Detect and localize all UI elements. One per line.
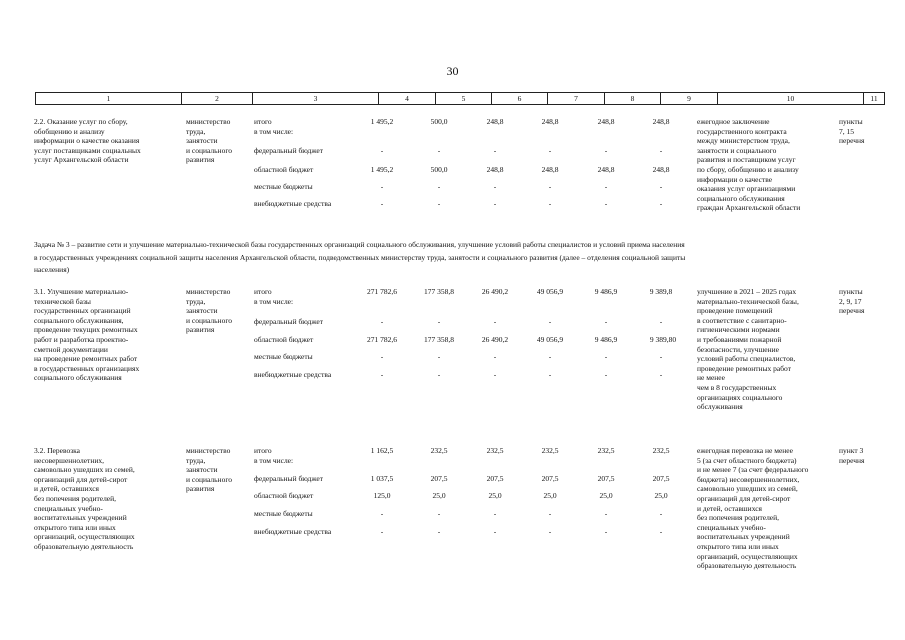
value-cell: 1 495,2 <box>370 165 394 174</box>
budget-federal-label: федеральный бюджет <box>254 474 324 483</box>
value-cell: 49 056,9 <box>536 287 564 296</box>
value-cell: 232,5 <box>486 446 504 455</box>
value-cell: 232,5 <box>541 446 559 455</box>
list-reference: пункты 2, 9, 17 перечня <box>839 287 865 316</box>
value-cell: - <box>659 527 663 536</box>
value-cell: 248,8 <box>652 117 670 126</box>
value-cell: 25,0 <box>543 491 557 500</box>
budget-oblast-label: областной бюджет <box>254 491 314 500</box>
budget-local-label: местные бюджеты <box>254 352 313 361</box>
value-cell: - <box>493 352 497 361</box>
executor: министерство труда, занятости и социального развития <box>186 117 232 165</box>
value-cell: - <box>380 352 384 361</box>
col-header-7: 7 <box>548 93 605 105</box>
value-cell: 9 486,9 <box>594 287 618 296</box>
col-header-1: 1 <box>36 93 182 105</box>
value-cell: 9 389,8 <box>649 287 673 296</box>
value-cell: - <box>604 370 608 379</box>
value-cell: 177 358,8 <box>424 287 454 296</box>
value-cell: 207,5 <box>541 474 559 483</box>
budget-extra-label: внебюджетные средства <box>254 370 332 379</box>
value-cell: - <box>493 182 497 191</box>
value-cell: 248,8 <box>652 165 670 174</box>
value-cell: 1 037,5 <box>370 474 394 483</box>
col-header-5: 5 <box>436 93 492 105</box>
budget-local-label: местные бюджеты <box>254 509 313 518</box>
value-cell: - <box>380 199 384 208</box>
value-cell: - <box>659 146 663 155</box>
value-cell: 248,8 <box>486 165 504 174</box>
budget-oblast-label: областной бюджет <box>254 165 314 174</box>
value-cell: - <box>493 317 497 326</box>
value-cell: - <box>659 199 663 208</box>
budget-local-label: местные бюджеты <box>254 182 313 191</box>
value-cell: 207,5 <box>486 474 504 483</box>
value-cell: - <box>604 317 608 326</box>
value-cell: - <box>437 146 441 155</box>
value-cell: - <box>437 199 441 208</box>
expected-result: ежегодная перевозка не менее 5 (за счет областного бюджета) и не менее 7 (за счет федерального бюджета) несовершеннолетних, самовольно ушедших из семей, организаций для детей-сирот и детей, оставшихся без попечения родителей, специальных учебно- воспитательных учреждений открытого типа или иных организаций, осуществляющих образовательную деятельность <box>697 446 809 571</box>
value-cell: - <box>604 352 608 361</box>
value-cell: 177 358,8 <box>424 335 454 344</box>
value-cell: 25,0 <box>654 491 668 500</box>
value-cell: 500,0 <box>430 117 448 126</box>
value-cell: - <box>604 199 608 208</box>
value-cell: 248,8 <box>597 117 615 126</box>
col-header-2: 2 <box>182 93 253 105</box>
value-cell: 500,0 <box>430 165 448 174</box>
value-cell: 25,0 <box>488 491 502 500</box>
list-reference: пункты 7, 15 перечня <box>839 117 865 146</box>
expected-result: улучшение в 2021 – 2025 годах материально-технической базы, проведение помещений в соответствие с санитарно- гигиеническими нормами и требованиями пожарной безопасности, улучшение условий работы специалистов, проведение ремонтных работ не менее чем в 8 государственных организациях социального обслуживания <box>697 287 799 412</box>
value-cell: - <box>604 509 608 518</box>
value-cell: 26 490,2 <box>481 335 509 344</box>
activity-name: 2.2. Оказание услуг по сбору, обобщению и анализу информации о качестве оказания услуг поставщиками социальных услуг Архангельской области <box>34 117 141 165</box>
value-cell: 25,0 <box>432 491 446 500</box>
value-cell: - <box>659 182 663 191</box>
col-header-6: 6 <box>492 93 548 105</box>
col-header-11: 11 <box>864 93 885 105</box>
page-number: 30 <box>446 64 459 78</box>
value-cell: 248,8 <box>597 165 615 174</box>
budget-extra-label: внебюджетные средства <box>254 199 332 208</box>
value-cell: 232,5 <box>597 446 615 455</box>
value-cell: - <box>548 146 552 155</box>
value-cell: - <box>548 182 552 191</box>
executor: министерство труда, занятости и социального развития <box>186 287 232 335</box>
value-cell: 271 782,6 <box>367 287 397 296</box>
value-cell: 271 782,6 <box>367 335 397 344</box>
value-cell: 248,8 <box>486 117 504 126</box>
value-cell: 125,0 <box>373 491 391 500</box>
value-cell: - <box>380 317 384 326</box>
list-reference: пункт 3 перечня <box>839 446 865 465</box>
value-cell: - <box>548 352 552 361</box>
value-cell: - <box>493 370 497 379</box>
value-cell: 207,5 <box>597 474 615 483</box>
task-3-heading: Задача № 3 – развитие сети и улучшение материально-технической базы государственных организаций социального обслуживания, улучшение условий работы специалистов и условий приема населения в государственных учреждениях социальной защиты населения Архангельской области, подведомственных министерству труда, занятости и социального развития (далее – отделения социальной защиты населения) <box>34 240 686 274</box>
budget-federal-label: федеральный бюджет <box>254 317 324 326</box>
value-cell: - <box>548 317 552 326</box>
value-cell: - <box>380 146 384 155</box>
value-cell: 26 490,2 <box>481 287 509 296</box>
value-cell: - <box>548 370 552 379</box>
value-cell: 1 495,2 <box>370 117 394 126</box>
value-cell: 248,8 <box>541 165 559 174</box>
value-cell: - <box>659 370 663 379</box>
budget-oblast-label: областной бюджет <box>254 335 314 344</box>
budget-itogo-label: итого в том числе: <box>254 446 294 465</box>
value-cell: - <box>548 527 552 536</box>
value-cell: - <box>604 527 608 536</box>
value-cell: - <box>493 199 497 208</box>
value-cell: - <box>380 527 384 536</box>
executor: министерство труда, занятости и социального развития <box>186 446 232 494</box>
value-cell: - <box>548 199 552 208</box>
value-cell: - <box>380 182 384 191</box>
value-cell: - <box>437 509 441 518</box>
value-cell: - <box>548 509 552 518</box>
col-header-4: 4 <box>379 93 436 105</box>
value-cell: 9 389,80 <box>649 335 677 344</box>
value-cell: - <box>437 182 441 191</box>
value-cell: - <box>493 509 497 518</box>
col-header-9: 9 <box>661 93 718 105</box>
value-cell: 9 486,9 <box>594 335 618 344</box>
value-cell: 25,0 <box>599 491 613 500</box>
column-header-row <box>35 92 885 105</box>
value-cell: - <box>659 352 663 361</box>
value-cell: - <box>659 509 663 518</box>
budget-itogo-label: итого в том числе: <box>254 117 294 136</box>
budget-itogo-label: итого в том числе: <box>254 287 294 306</box>
value-cell: - <box>604 146 608 155</box>
budget-federal-label: федеральный бюджет <box>254 146 324 155</box>
value-cell: - <box>437 527 441 536</box>
value-cell: 207,5 <box>430 474 448 483</box>
budget-extra-label: внебюджетные средства <box>254 527 332 536</box>
value-cell: - <box>493 527 497 536</box>
value-cell: - <box>437 317 441 326</box>
value-cell: 207,5 <box>652 474 670 483</box>
value-cell: - <box>437 370 441 379</box>
col-header-8: 8 <box>605 93 661 105</box>
value-cell: - <box>437 352 441 361</box>
value-cell: 232,5 <box>652 446 670 455</box>
value-cell: 49 056,9 <box>536 335 564 344</box>
col-header-10: 10 <box>718 93 864 105</box>
value-cell: - <box>493 146 497 155</box>
col-header-3: 3 <box>253 93 379 105</box>
value-cell: - <box>604 182 608 191</box>
value-cell: - <box>380 509 384 518</box>
activity-name: 3.1. Улучшение материально- технической базы государственных организаций социального обслуживания, проведение текущих ремонтных работ и разработка проектно- сметной документации на проведение ремонтных работ в государственных организациях социального обслуживания <box>34 287 140 383</box>
value-cell: - <box>659 317 663 326</box>
activity-name: 3.2. Перевозка несовершеннолетних, самовольно ушедших из семей, организаций для детей-сирот и детей, оставшихся без попечения родителей, специальных учебно- воспитательных учреждений открытого типа или иных организаций, осуществляющих образовательную деятельность <box>34 446 135 551</box>
value-cell: 248,8 <box>541 117 559 126</box>
value-cell: 1 162,5 <box>370 446 394 455</box>
value-cell: - <box>380 370 384 379</box>
value-cell: 232,5 <box>430 446 448 455</box>
expected-result: ежегодное заключение государственного контракта между министерством труда, занятости и социального развития и поставщиком услуг по сбору, обобщению и анализу информации о качестве оказания услуг организациями социального обслуживания граждан Архангельской области <box>697 117 801 213</box>
